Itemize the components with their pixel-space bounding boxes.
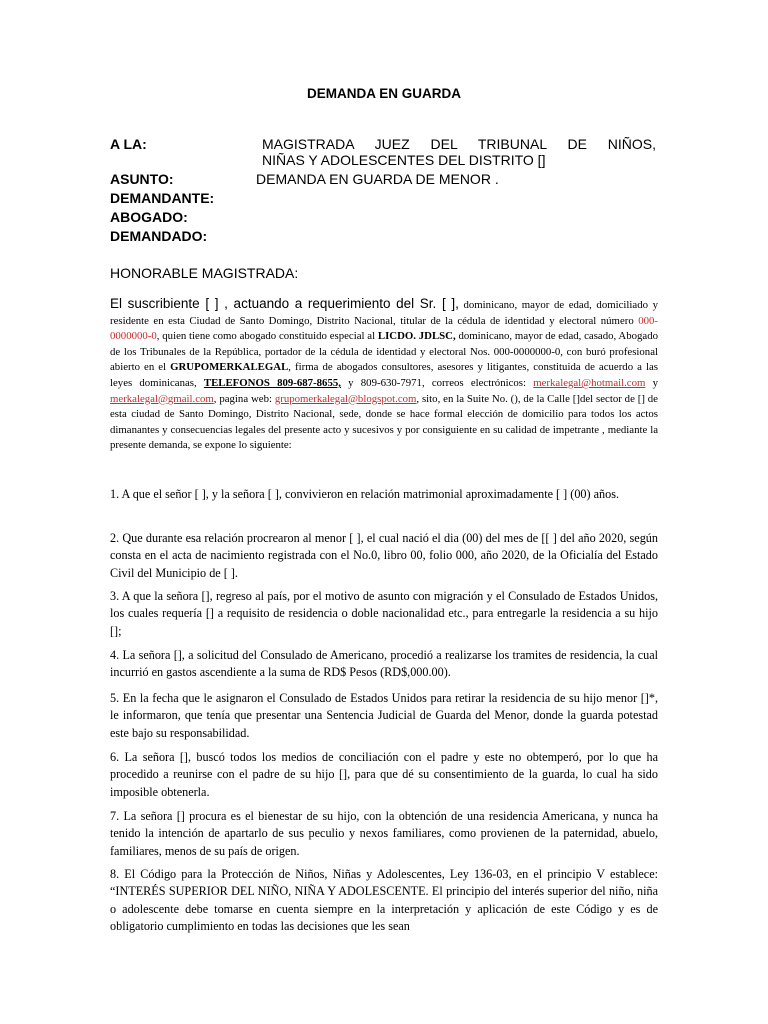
lawyer-name: LICDO. JDLSC, bbox=[377, 330, 456, 343]
cedula-number: 000-0000000-0 bbox=[110, 314, 658, 343]
intro-text-1: dominicano, mayor de edad, domiciliado y residente en esta Ciudad de Santo Domingo, Distrito Nacional, titular de la cédula de identidad y electoral número bbox=[110, 299, 658, 327]
intro-text-4: , firma de abogados consultores, asesores y litigantes, constituida de acuerdo a las leyes dominicanas, bbox=[110, 361, 658, 389]
email-link-gmail[interactable]: merkalegal@gmail.com bbox=[110, 392, 214, 405]
intro-text-8: , sito, en la Suite No. (), de la Calle []del sector de [] de esta ciudad de Santo Domingo, Distrito Nacional, sede, donde se hace formal elección de domicilio para todos los actos dimanantes y consecuencias legales del presente acto y sucesivos y por consiguiente en su calidad de impetrante , mediante la presente demanda, se expone lo siguiente: bbox=[110, 392, 658, 452]
intro-text-5: y 809-630-7971, correos electrónicos: bbox=[340, 376, 534, 389]
email-link-hotmail[interactable]: merkalegal@hotmail.com bbox=[533, 376, 646, 389]
paragraph-8: 8. El Código para la Protección de Niños, Niñas y Adolescentes, Ley 136-03, en el principio V establece: “INTERÉS SUPERIOR DEL NIÑO, NIÑA Y ADOLESCENTE. El principio del interés superior del niño, niña o adolescente debe tomarse en cuenta siempre en la interpretación y aplicación de este Código y es de obligatorio cumplimiento en todas las decisiones que les sean bbox=[110, 867, 658, 933]
paragraph-2: 2. Que durante esa relación procrearon al menor [ ], el cual nació el dia (00) del mes de [[ ] del año 2020, según consta en el acta de nacimiento registrada con el No.0, libro 00, folio 000, año 2020, de la Oficialía del Estado Civil del Municipio de [ ]. bbox=[110, 531, 658, 580]
demandado-label: DEMANDADO: bbox=[110, 228, 208, 244]
paragraph-6: 6. La señora [], buscó todos los medios de conciliación con el padre y este no obtemperó, por lo que ha procedido a reunirse con el padre de su hijo [], para que dé su consentimiento de la guarda, lo cual ha sido imposible obtenerla. bbox=[110, 750, 658, 799]
intro-text-6: y bbox=[645, 376, 659, 389]
intro-text-2: , quien tiene como abogado constituido especial al bbox=[156, 330, 378, 343]
web-link[interactable]: grupomerkalegal@blogspot.com bbox=[274, 392, 417, 405]
paragraph-5: 5. En la fecha que le asignaron el Consulado de Estados Unidos para retirar la residencia de su hijo menor []*, le informaron, que tenía que presentar una Sentencia Judicial de Guarda del Menor, donde la guarda potestad este bajo su responsabilidad. bbox=[110, 691, 658, 740]
a-la-value-line2: NIÑAS Y ADOLESCENTES DEL DISTRITO [] bbox=[262, 152, 546, 168]
intro-text-3: dominicano, mayor de edad, casado, Abogado de los Tribunales de la República, portador de la cédula de identidad y electoral Nos. 000-0000000-0, con buró profesional abierto en el bbox=[110, 330, 658, 374]
demandante-label: DEMANDANTE: bbox=[110, 190, 215, 206]
paragraph-4: 4. La señora [], a solicitud del Consulado de Americano, procedió a realizarse los tramites de residencia, la cual incurrió en gastos ascendiente a la suma de RD$ Pesos (RD$,000.00). bbox=[110, 648, 658, 680]
asunto-value: DEMANDA EN GUARDA DE MENOR . bbox=[256, 171, 499, 187]
document-title: DEMANDA EN GUARDA bbox=[307, 86, 461, 101]
phone-numbers: TELEFONOS 809-687-8655, bbox=[203, 376, 341, 389]
intro-text-7: , pagina web: bbox=[213, 392, 275, 405]
intro-paragraph bbox=[110, 296, 658, 454]
salutation: HONORABLE MAGISTRADA: bbox=[110, 265, 299, 281]
paragraph-7: 7. La señora [] procura es el bienestar de su hijo, con la obtención de una residencia Americana, y nunca ha tenido la intención de apartarlo de sus peculio y nexos familiares, como provienen de la paternidad, abuelo, familiares, menos de su país de origen. bbox=[110, 809, 658, 858]
paragraph-3: 3. A que la señora [], regreso al país, por el motivo de asunto con migración y el Consulado de Estados Unidos, los cuales requería [] a requisito de residencia o doble nacionalidad etc., para entregarle la residencia a su hijo []; bbox=[110, 589, 658, 638]
asunto-label: ASUNTO: bbox=[110, 171, 174, 187]
asunto-row bbox=[110, 170, 658, 189]
paragraph-1: 1. A que el señor [ ], y la señora [ ], convivieron en relación matrimonial aproximadamente [ ] (00) años. bbox=[110, 487, 619, 501]
a-la-value-line1: MAGISTRADA JUEZ DEL TRIBUNAL DE NIÑOS, bbox=[262, 136, 656, 152]
a-la-label: A LA: bbox=[110, 136, 147, 152]
firm-name: GRUPOMERKALEGAL bbox=[170, 361, 289, 374]
intro-lead: El suscribiente [ ] , actuando a requerimiento del Sr. [ ], bbox=[110, 296, 459, 311]
abogado-label: ABOGADO: bbox=[110, 209, 188, 225]
